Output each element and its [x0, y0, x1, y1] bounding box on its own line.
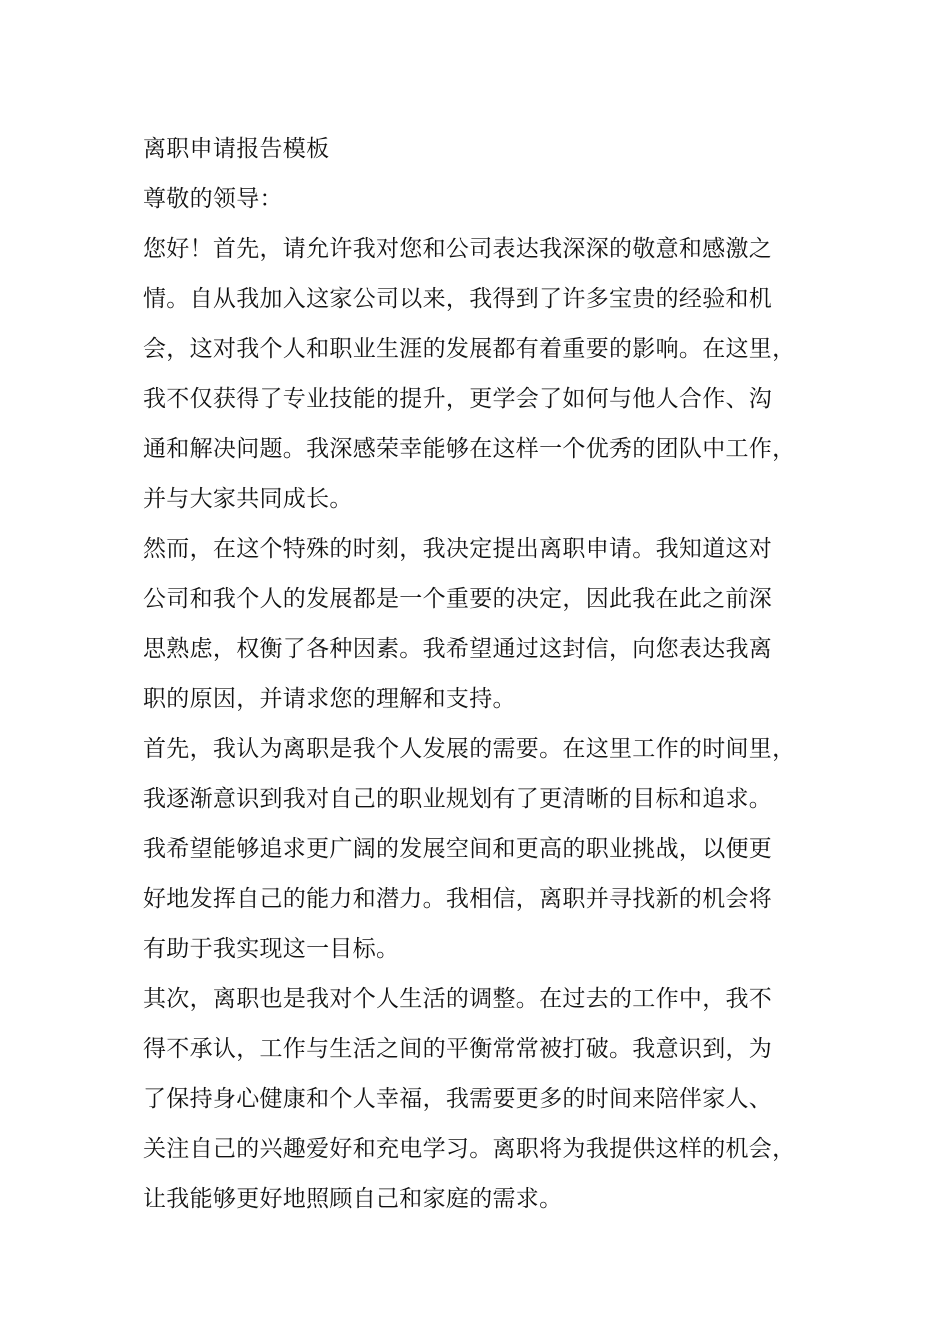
salutation: 尊敬的领导：	[143, 186, 283, 212]
text-line: 我希望能够追求更广阔的发展空间和更高的职业挑战，以便更	[143, 836, 773, 862]
text-line: 其次，离职也是我对个人生活的调整。在过去的工作中，我不	[143, 986, 773, 1012]
text-line: 然而，在这个特殊的时刻，我决定提出离职申请。我知道这对	[143, 536, 773, 562]
text-line: 好地发挥自己的能力和潜力。我相信，离职并寻找新的机会将	[143, 886, 773, 912]
text-line: 我逐渐意识到我对自己的职业规划有了更清晰的目标和追求。	[143, 786, 773, 812]
document-title: 离职申请报告模板	[143, 136, 330, 162]
document-page	[143, 124, 833, 1224]
text-line: 情。自从我加入这家公司以来，我得到了许多宝贵的经验和机	[143, 286, 773, 312]
text-line: 职的原因，并请求您的理解和支持。	[143, 686, 516, 712]
text-line: 通和解决问题。我深感荣幸能够在这样一个优秀的团队中工作，	[143, 436, 796, 462]
text-line: 有助于我实现这一目标。	[143, 936, 400, 962]
text-line: 了保持身心健康和个人幸福，我需要更多的时间来陪伴家人、	[143, 1086, 773, 1112]
text-line: 让我能够更好地照顾自己和家庭的需求。	[143, 1186, 563, 1212]
text-line: 会，这对我个人和职业生涯的发展都有着重要的影响。在这里，	[143, 336, 796, 362]
text-line: 我不仅获得了专业技能的提升，更学会了如何与他人合作、沟	[143, 386, 773, 412]
text-line: 思熟虑，权衡了各种因素。我希望通过这封信，向您表达我离	[143, 636, 773, 662]
text-line: 公司和我个人的发展都是一个重要的决定，因此我在此之前深	[143, 586, 773, 612]
text-line: 关注自己的兴趣爱好和充电学习。离职将为我提供这样的机会，	[143, 1136, 796, 1162]
text-line: 首先，我认为离职是我个人发展的需要。在这里工作的时间里，	[143, 736, 796, 762]
text-line: 得不承认，工作与生活之间的平衡常常被打破。我意识到，为	[143, 1036, 773, 1062]
text-line: 并与大家共同成长。	[143, 486, 353, 512]
text-line: 您好！首先，请允许我对您和公司表达我深深的敬意和感激之	[143, 236, 773, 262]
